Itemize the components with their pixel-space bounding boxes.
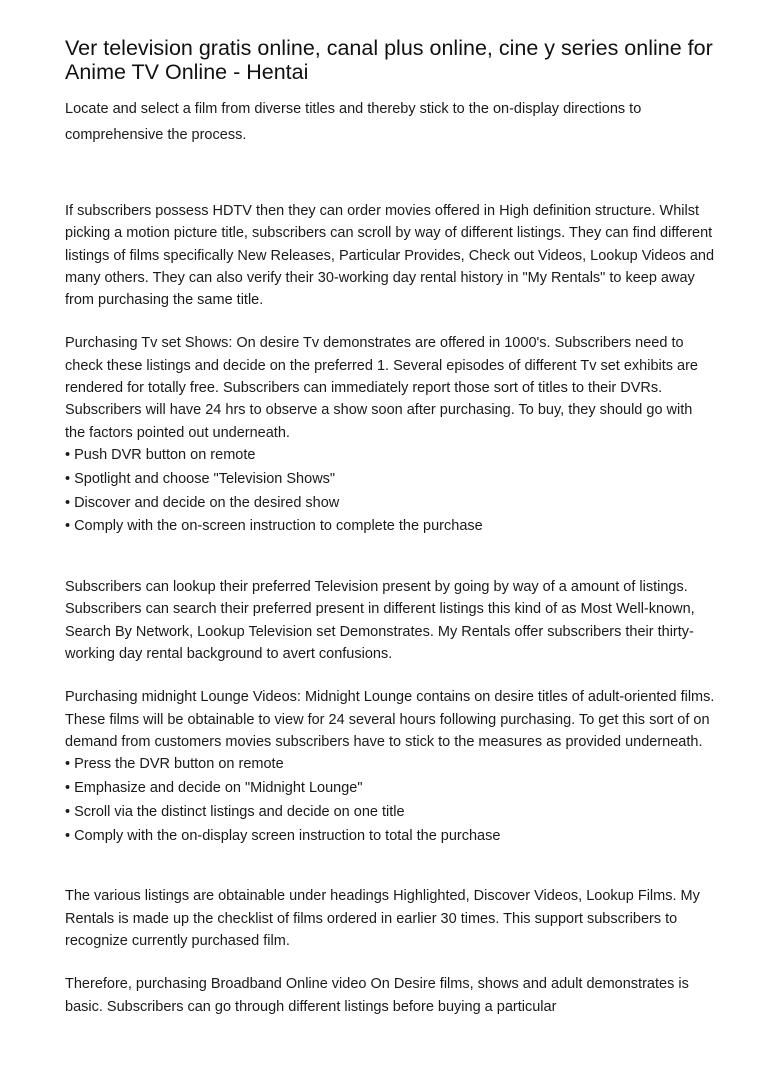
- page-title: Ver television gratis online, canal plus online, cine y series online for Anime TV Online - Hentai: [65, 36, 713, 84]
- list-item: • Scroll via the distinct listings and decide on one title: [65, 803, 405, 820]
- list-item: • Push DVR button on remote: [65, 446, 256, 463]
- list-item: • Discover and decide on the desired show: [65, 494, 340, 511]
- midnight-lounge-steps-list: [65, 753, 715, 848]
- paragraph-listings: The various listings are obtainable under headings Highlighted, Discover Videos, Lookup Films. My Rentals is made up the checklist of films ordered in earlier 30 times. This support subscribers to recognize currently purchased film.: [65, 888, 700, 950]
- bullet-icon: •: [65, 470, 71, 487]
- bullet-icon: •: [65, 780, 71, 797]
- tv-shows-steps-list: [65, 444, 715, 539]
- bullet-icon: •: [65, 518, 71, 535]
- spacer: [65, 311, 715, 332]
- paragraph-lookup: Subscribers can lookup their preferred Television present by going by way of a amount of listings. Subscribers can search their preferred present in different listings this kind of as Most Well-known, Search By Network, Lookup Television set Demonstrates. My Rentals offer subscribers their thirty-working day rental background to avert confusions.: [65, 579, 695, 663]
- bullet-icon: •: [65, 446, 71, 463]
- bullet-icon: •: [65, 756, 71, 773]
- spacer: [65, 665, 715, 686]
- spacer: [65, 848, 715, 885]
- bullet-icon: •: [65, 803, 71, 820]
- bullet-icon: •: [65, 827, 71, 844]
- paragraph-tv-shows: Purchasing Tv set Shows: On desire Tv demonstrates are offered in 1000's. Subscribers need to check these listings and decide on the preferred 1. Several episodes of different Tv set exhibits are rendered for totally free. Subscribers can immediately report those sort of titles to their DVRs. Subscribers will have 24 hrs to observe a show soon after purchasing. To buy, they should go with the factors pointed out underneath.: [65, 335, 699, 441]
- paragraph-conclusion: Therefore, purchasing Broadband Online video On Desire films, shows and adult demonstrates is basic. Subscribers can go through different listings before buying a particular: [65, 976, 689, 1015]
- spacer: [65, 539, 715, 576]
- list-item: • Spotlight and choose "Television Shows": [65, 470, 336, 487]
- intro-paragraph: Locate and select a film from diverse titles and thereby stick to the on-display directions to comprehensive the process.: [65, 101, 642, 143]
- spacer: [65, 952, 715, 973]
- paragraph-midnight-lounge: Purchasing midnight Lounge Videos: Midnight Lounge contains on desire titles of adult-oriented films. These films will be obtainable to view for 24 several hours following purchasing. To get this sort of on demand from customers movies subscribers have to stick to the measures as provided underneath.: [65, 689, 715, 750]
- list-item: • Press the DVR button on remote: [65, 756, 284, 773]
- document-page: [65, 36, 715, 1018]
- list-item: • Comply with the on-screen instruction to complete the purchase: [65, 518, 483, 535]
- spacer: [65, 148, 715, 200]
- list-item: • Emphasize and decide on "Midnight Lounge": [65, 780, 363, 797]
- paragraph-hdtv: If subscribers possess HDTV then they can order movies offered in High definition structure. Whilst picking a motion picture title, subscribers can scroll by way of different listings. They can find different listings of films specifically New Releases, Particular Provides, Check out Videos, Lookup Videos and many others. They can also verify their 30-working day rental history in "My Rentals" to keep away from purchasing the same title.: [65, 203, 715, 309]
- bullet-icon: •: [65, 494, 71, 511]
- list-item: • Comply with the on-display screen instruction to total the purchase: [65, 827, 501, 844]
